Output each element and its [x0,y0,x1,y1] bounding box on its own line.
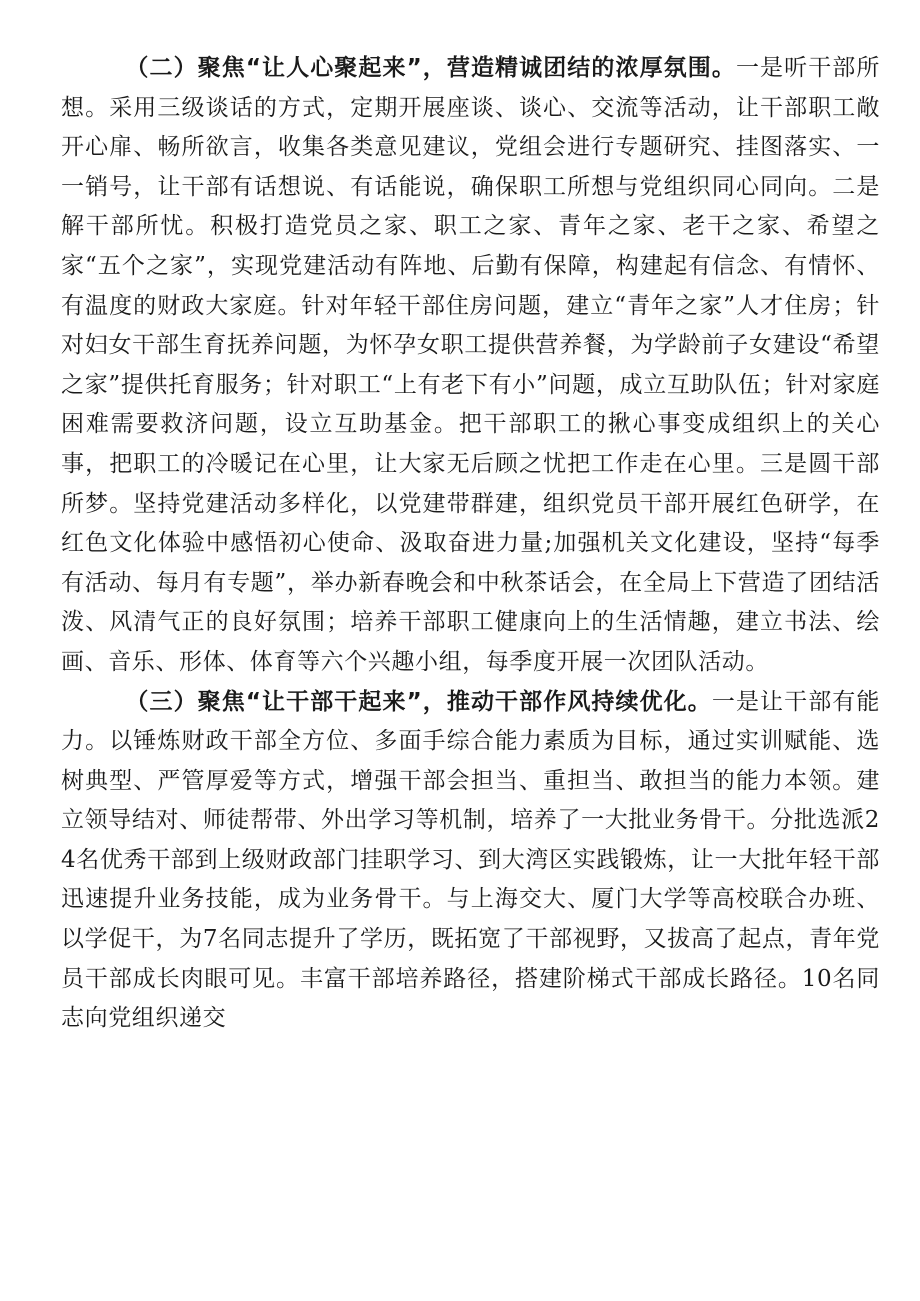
section-3-heading: （三）聚焦“让干部干起来”，推动干部作风持续优化。 [125,688,712,715]
section-2-paragraph [61,49,880,683]
section-3-body: 一是让干部有能力。以锤炼财政干部全方位、多面手综合能力素质为目标，通过实训赋能、选树典型、严管厚爱等方式，增强干部会担当、重担当、敢担当的能力本领。建立领导结对、师徒帮带、外出学习等机制，培养了一大批业务骨干。分批选派24名优秀干部到上级财政部门挂职学习、到大湾区实践锻炼，让一大批年轻干部迅速提升业务技能，成为业务骨干。与上海交大、厦门大学等高校联合办班、以学促干，为7名同志提升了学历，既拓宽了干部视野，又拔高了起点，青年党员干部成长肉眼可见。丰富干部培养路径，搭建阶梯式干部成长路径。10名同志向党组织递交 [61,688,880,1032]
section-3-paragraph [61,683,880,1039]
section-2-heading: （二）聚焦“让人心聚起来”，营造精诚团结的浓厚氛围。 [125,55,736,81]
section-2-body: 一是听干部所想。采用三级谈话的方式，定期开展座谈、谈心、交流等活动，让干部职工敞开心扉、畅所欲言，收集各类意见建议，党组会进行专题研究、挂图落实、一一销号，让干部有话想说、有话能说，确保职工所想与党组织同心同向。二是解干部所忧。积极打造党员之家、职工之家、青年之家、老干之家、希望之家“五个之家”，实现党建活动有阵地、后勤有保障，构建起有信念、有情怀、有温度的财政大家庭。针对年轻干部住房问题，建立“青年之家”人才住房；针对妇女干部生育抚养问题，为怀孕女职工提供营养餐，为学龄前子女建设“希望之家”提供托育服务；针对职工“上有老下有小”问题，成立互助队伍；针对家庭困难需要救济问题，设立互助基金。把干部职工的揪心事变成组织上的关心事，把职工的冷暖记在心里，让大家无后顾之忧把工作走在心里。三是圆干部所梦。坚持党建活动多样化，以党建带群建，组织党员干部开展红色研学，在红色文化体验中感悟初心使命、汲取奋进力量;加强机关文化建设，坚持“每季有活动、每月有专题”，举办新春晚会和中秋茶话会，在全局上下营造了团结活泼、风清气正的良好氛围；培养干部职工健康向上的生活情趣，建立书法、绘画、音乐、形体、体育等六个兴趣小组，每季度开展一次团队活动。 [61,55,880,675]
